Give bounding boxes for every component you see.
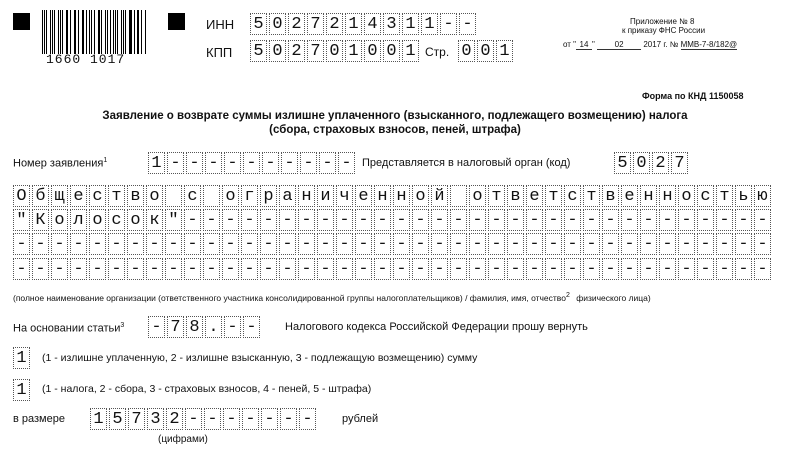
barcode-bar — [101, 10, 102, 54]
form-cell: - — [440, 13, 457, 35]
org-name-cell: - — [678, 209, 695, 231]
org-name-cell: О — [13, 185, 30, 207]
inn-cells — [250, 13, 478, 35]
org-name-cell: - — [450, 258, 467, 280]
form-cell: 8 — [186, 316, 203, 338]
appendix-line1: Приложение № 8 — [630, 17, 695, 26]
form-cell: 2 — [652, 152, 669, 174]
org-name-cell: - — [564, 233, 581, 255]
form-cell: - — [204, 408, 221, 430]
org-name-cell: - — [602, 209, 619, 231]
form-cell: 1 — [496, 40, 513, 62]
barcode-bar — [94, 10, 95, 54]
org-name-cell: г — [241, 185, 258, 207]
barcode-bar — [54, 10, 55, 54]
org-name-cell: - — [51, 258, 68, 280]
org-name-cell: - — [583, 233, 600, 255]
org-name-cell: - — [203, 233, 220, 255]
amount-unit: рублей — [342, 413, 379, 425]
org-name-cell: - — [659, 258, 676, 280]
org-name-cell: - — [488, 258, 505, 280]
form-cell: 3 — [383, 13, 400, 35]
form-cell: - — [185, 408, 202, 430]
order-month: 02 — [597, 40, 641, 50]
org-name-cell: о — [51, 209, 68, 231]
org-name-cell: - — [431, 258, 448, 280]
barcode-bar — [141, 10, 142, 54]
org-name-cell: - — [716, 233, 733, 255]
form-cell: - — [224, 316, 241, 338]
org-name-caption: (полное наименование организации (ответственного участника консолидированной группы налогоплательщиков) / фамилия, имя, отчество$^2$ физического лица) — [13, 292, 651, 303]
org-name-cell: ь — [735, 185, 752, 207]
org-name-cell: о — [146, 185, 163, 207]
org-name-cell: о — [412, 185, 429, 207]
org-name-cell: - — [412, 233, 429, 255]
org-name-cell: й — [431, 185, 448, 207]
org-name-row-1 — [13, 185, 789, 207]
org-name-cell: - — [545, 209, 562, 231]
org-name-cell: - — [336, 233, 353, 255]
org-name-cell: - — [317, 209, 334, 231]
form-cell: - — [243, 316, 260, 338]
org-name-cell: - — [602, 233, 619, 255]
org-name-cell: - — [241, 233, 258, 255]
form-cell: 7 — [167, 316, 184, 338]
form-cell: - — [223, 408, 240, 430]
org-name-cell: б — [32, 185, 49, 207]
org-name-cell: - — [545, 258, 562, 280]
org-name-cell: - — [298, 258, 315, 280]
payment-kind-cell — [13, 379, 32, 401]
org-name-cell: - — [545, 233, 562, 255]
form-cell: 2 — [166, 408, 183, 430]
org-name-cell: е — [70, 185, 87, 207]
org-name-cell: - — [260, 258, 277, 280]
form-cell: - — [261, 408, 278, 430]
org-name-cell: - — [583, 209, 600, 231]
form-code: Форма по КНД 1150058 — [642, 91, 744, 101]
form-cell: 2 — [288, 13, 305, 35]
form-cell: 1 — [148, 152, 165, 174]
order-reference — [563, 40, 737, 50]
org-name-cell: " — [165, 209, 182, 231]
form-cell: - — [167, 152, 184, 174]
corner-marker-right — [168, 13, 185, 30]
org-name-cell: - — [374, 258, 391, 280]
org-name-row-3 — [13, 233, 789, 255]
org-name-cell: - — [108, 258, 125, 280]
form-cell: 1 — [13, 347, 30, 369]
org-name-cell: - — [203, 258, 220, 280]
org-name-cell: - — [640, 233, 657, 255]
org-name-cell: - — [754, 233, 771, 255]
order-from: от " — [563, 40, 576, 49]
form-cell: 4 — [364, 13, 381, 35]
form-cell: 0 — [458, 40, 475, 62]
type-code-cell — [13, 347, 32, 369]
article-label: На основании статьи$^3$ — [13, 322, 125, 335]
org-name-cell: - — [526, 233, 543, 255]
org-name-cell: - — [488, 209, 505, 231]
org-name-cell: н — [640, 185, 657, 207]
org-name-cell: - — [507, 209, 524, 231]
barcode-bar — [121, 10, 122, 54]
form-cell: 0 — [269, 13, 286, 35]
org-name-cell: К — [32, 209, 49, 231]
org-name-cell: в — [602, 185, 619, 207]
org-name-cell: т — [583, 185, 600, 207]
org-name-cell: в — [127, 185, 144, 207]
org-name-cell: - — [13, 258, 30, 280]
org-name-cell: - — [260, 233, 277, 255]
barcode-bar — [42, 10, 43, 54]
barcode-bar — [50, 10, 51, 54]
amount-cells — [90, 408, 318, 430]
org-name-cell: р — [260, 185, 277, 207]
type-code-text: (1 - излишне уплаченную, 2 - излишне взысканную, 3 - подлежащую возмещению) сумму — [42, 352, 478, 364]
org-name-cell: с — [108, 209, 125, 231]
org-name-cell: т — [545, 185, 562, 207]
form-cell: 1 — [402, 40, 419, 62]
org-name-cell: - — [336, 209, 353, 231]
form-cell: 0 — [326, 40, 343, 62]
org-name-cell: - — [108, 233, 125, 255]
org-name-cell: е — [355, 185, 372, 207]
form-cell: 1 — [345, 40, 362, 62]
org-name-row-2 — [13, 209, 789, 231]
org-name-cell: - — [89, 258, 106, 280]
amount-caption: (цифрами) — [158, 434, 208, 445]
form-cell: - — [300, 152, 317, 174]
org-name-cell: ч — [336, 185, 353, 207]
org-name-cell: - — [621, 209, 638, 231]
org-name-cell: - — [393, 233, 410, 255]
barcode-bar — [58, 10, 59, 54]
org-name-cell: - — [127, 233, 144, 255]
org-name-cell: т — [488, 185, 505, 207]
org-name-cell: с — [564, 185, 581, 207]
form-cell: 0 — [364, 40, 381, 62]
org-name-cell: - — [564, 209, 581, 231]
barcode-bar — [89, 10, 90, 54]
kpp-label: КПП — [206, 45, 233, 60]
order-no-label: № — [669, 40, 679, 49]
barcode-bar — [62, 10, 63, 54]
kpp-cells — [250, 40, 421, 62]
form-cell: 7 — [307, 40, 324, 62]
org-name-cell: о — [469, 185, 486, 207]
form-cell: 0 — [477, 40, 494, 62]
org-name-cell: - — [146, 258, 163, 280]
form-cell: 1 — [13, 379, 30, 401]
org-name-cell: " — [13, 209, 30, 231]
org-name-cell: и — [317, 185, 334, 207]
page-cells — [458, 40, 515, 62]
org-name-cell: к — [146, 209, 163, 231]
org-name-cell: щ — [51, 185, 68, 207]
org-name-cell: - — [222, 258, 239, 280]
page-label: Стр. — [425, 45, 450, 59]
org-name-cell: е — [621, 185, 638, 207]
form-cell: - — [224, 152, 241, 174]
form-cell: 3 — [147, 408, 164, 430]
form-cell: 0 — [269, 40, 286, 62]
form-cell: - — [262, 152, 279, 174]
application-number-label: Номер заявления$^1$ — [13, 157, 108, 170]
org-name-cell: - — [184, 258, 201, 280]
org-name-cell: - — [659, 209, 676, 231]
order-quote: " — [592, 40, 595, 49]
org-name-cell: - — [716, 209, 733, 231]
org-name-cell: - — [621, 258, 638, 280]
org-name-cell: - — [735, 258, 752, 280]
article-text: Налогового кодекса Российской Федерации прошу вернуть — [285, 321, 588, 333]
org-name-cell: с — [697, 185, 714, 207]
org-name-cell — [165, 185, 182, 207]
form-cell: - — [459, 13, 476, 35]
org-name-cell: - — [70, 258, 87, 280]
org-name-cell: - — [507, 258, 524, 280]
org-name-cell: о — [89, 209, 106, 231]
org-name-cell: - — [127, 258, 144, 280]
article-cells — [148, 316, 262, 338]
org-name-cell: ю — [754, 185, 771, 207]
form-cell: 0 — [383, 40, 400, 62]
org-name-cell: - — [393, 258, 410, 280]
form-cell: 2 — [288, 40, 305, 62]
org-name-cell: - — [488, 233, 505, 255]
org-name-row-4 — [13, 258, 789, 280]
application-number-cells — [148, 152, 357, 174]
org-name-cell: т — [716, 185, 733, 207]
org-name-cell: - — [32, 233, 49, 255]
org-name-cell — [203, 185, 220, 207]
org-name-cell: - — [317, 258, 334, 280]
org-name-cell: - — [450, 209, 467, 231]
org-name-cell: - — [279, 258, 296, 280]
org-name-cell: - — [697, 233, 714, 255]
barcode-bar — [130, 10, 131, 54]
org-name-cell: - — [469, 209, 486, 231]
org-name-cell: - — [431, 233, 448, 255]
org-name-cell: - — [564, 258, 581, 280]
barcode-bar — [125, 10, 126, 54]
org-name-cell: - — [374, 233, 391, 255]
form-cell: 1 — [421, 13, 438, 35]
org-name-cell: - — [621, 233, 638, 255]
tax-authority-label: Представляется в налоговый орган (код) — [362, 157, 571, 169]
org-name-cell: о — [127, 209, 144, 231]
org-name-cell: - — [317, 233, 334, 255]
form-cell: 0 — [633, 152, 650, 174]
org-name-cell: - — [32, 258, 49, 280]
org-name-cell: - — [754, 209, 771, 231]
payment-kind-text: (1 - налога, 2 - сбора, 3 - страховых взносов, 4 - пеней, 5 - штрафа) — [42, 383, 372, 395]
org-name-cell: - — [678, 233, 695, 255]
order-day: 14 — [576, 40, 592, 50]
org-name-cell: - — [412, 209, 429, 231]
order-year: 2017 г. — [643, 40, 668, 49]
org-name-cell: - — [222, 233, 239, 255]
org-name-cell: - — [279, 233, 296, 255]
org-name-cell: с — [89, 185, 106, 207]
org-name-cell: в — [507, 185, 524, 207]
form-cell: 1 — [402, 13, 419, 35]
form-cell: - — [338, 152, 355, 174]
tax-authority-cells — [614, 152, 690, 174]
barcode-bar — [86, 10, 87, 54]
org-name-cell: - — [659, 233, 676, 255]
form-cell: 1 — [345, 13, 362, 35]
org-name-cell: - — [393, 209, 410, 231]
form-cell: 2 — [326, 13, 343, 35]
form-cell: - — [186, 152, 203, 174]
barcode-bar — [117, 10, 118, 54]
org-name-cell: - — [716, 258, 733, 280]
org-name-cell: - — [583, 258, 600, 280]
form-cell: - — [280, 408, 297, 430]
org-name-cell: н — [374, 185, 391, 207]
title-line2: (сбора, страховых взносов, пеней, штрафа) — [269, 124, 521, 136]
org-name-cell: - — [526, 209, 543, 231]
form-cell: - — [281, 152, 298, 174]
org-name-cell: - — [89, 233, 106, 255]
org-name-cell: с — [184, 185, 201, 207]
form-cell: 5 — [614, 152, 631, 174]
inn-label: ИНН — [206, 17, 235, 32]
org-name-cell: - — [735, 209, 752, 231]
barcode-bar — [110, 10, 111, 54]
org-name-cell: - — [184, 233, 201, 255]
org-name-cell: - — [241, 258, 258, 280]
org-name-cell: - — [203, 209, 220, 231]
form-cell: 7 — [671, 152, 688, 174]
org-name-cell: л — [70, 209, 87, 231]
org-name-cell: т — [108, 185, 125, 207]
org-name-cell: - — [526, 258, 543, 280]
org-name-cell: - — [165, 258, 182, 280]
org-name-cell: - — [70, 233, 87, 255]
org-name-cell: - — [735, 233, 752, 255]
org-name-cell: н — [393, 185, 410, 207]
org-name-cell: - — [355, 233, 372, 255]
barcode — [42, 10, 146, 54]
org-name-cell: - — [450, 233, 467, 255]
org-name-cell: н — [298, 185, 315, 207]
org-name-cell: - — [640, 258, 657, 280]
order-no: ММВ-7-8/182@ — [680, 40, 738, 49]
org-name-cell: - — [222, 209, 239, 231]
org-name-cell: а — [279, 185, 296, 207]
form-cell: 7 — [307, 13, 324, 35]
form-cell: - — [242, 408, 259, 430]
appendix-line2: к приказу ФНС России — [622, 26, 706, 35]
form-cell: . — [205, 316, 222, 338]
barcode-bar — [138, 10, 139, 54]
barcode-bar — [107, 10, 108, 54]
org-name-cell: о — [678, 185, 695, 207]
org-name-cell: - — [184, 209, 201, 231]
form-cell: 5 — [250, 40, 267, 62]
org-name-cell: - — [469, 258, 486, 280]
org-name-cell: - — [754, 258, 771, 280]
corner-marker-left — [13, 13, 30, 30]
org-name-cell: о — [222, 185, 239, 207]
barcode-bar — [75, 10, 76, 54]
org-name-cell: - — [298, 209, 315, 231]
org-name-cell: - — [279, 209, 296, 231]
form-cell: - — [148, 316, 165, 338]
org-name-cell: н — [659, 185, 676, 207]
org-name-cell: - — [412, 258, 429, 280]
org-name-cell: - — [469, 233, 486, 255]
org-name-cell: - — [355, 209, 372, 231]
org-name-cell: - — [374, 209, 391, 231]
org-name-cell: - — [697, 209, 714, 231]
barcode-number: 1660 1017 — [46, 52, 126, 67]
org-name-cell: - — [146, 233, 163, 255]
form-cell: 5 — [109, 408, 126, 430]
amount-label: в размере — [13, 413, 65, 425]
form-cell: 5 — [250, 13, 267, 35]
org-name-cell: - — [507, 233, 524, 255]
form-cell: - — [243, 152, 260, 174]
org-name-cell: - — [431, 209, 448, 231]
org-name-cell: - — [697, 258, 714, 280]
org-name-cell — [450, 185, 467, 207]
form-cell: - — [299, 408, 316, 430]
org-name-cell: - — [298, 233, 315, 255]
org-name-cell: - — [355, 258, 372, 280]
org-name-cell: - — [336, 258, 353, 280]
form-cell: 1 — [90, 408, 107, 430]
title-line1: Заявление о возврате суммы излишне уплаченного (взысканного, подлежащего возмещению) налога — [102, 110, 688, 122]
barcode-bar — [70, 10, 71, 54]
form-cell: - — [205, 152, 222, 174]
form-cell: 7 — [128, 408, 145, 430]
org-name-cell: - — [51, 233, 68, 255]
org-name-cell: - — [165, 233, 182, 255]
form-cell: - — [319, 152, 336, 174]
org-name-cell: - — [13, 233, 30, 255]
org-name-cell: - — [602, 258, 619, 280]
org-name-cell: е — [526, 185, 543, 207]
org-name-cell: - — [640, 209, 657, 231]
org-name-cell: - — [260, 209, 277, 231]
barcode-bar — [78, 10, 79, 54]
org-name-cell: - — [678, 258, 695, 280]
org-name-cell: - — [241, 209, 258, 231]
